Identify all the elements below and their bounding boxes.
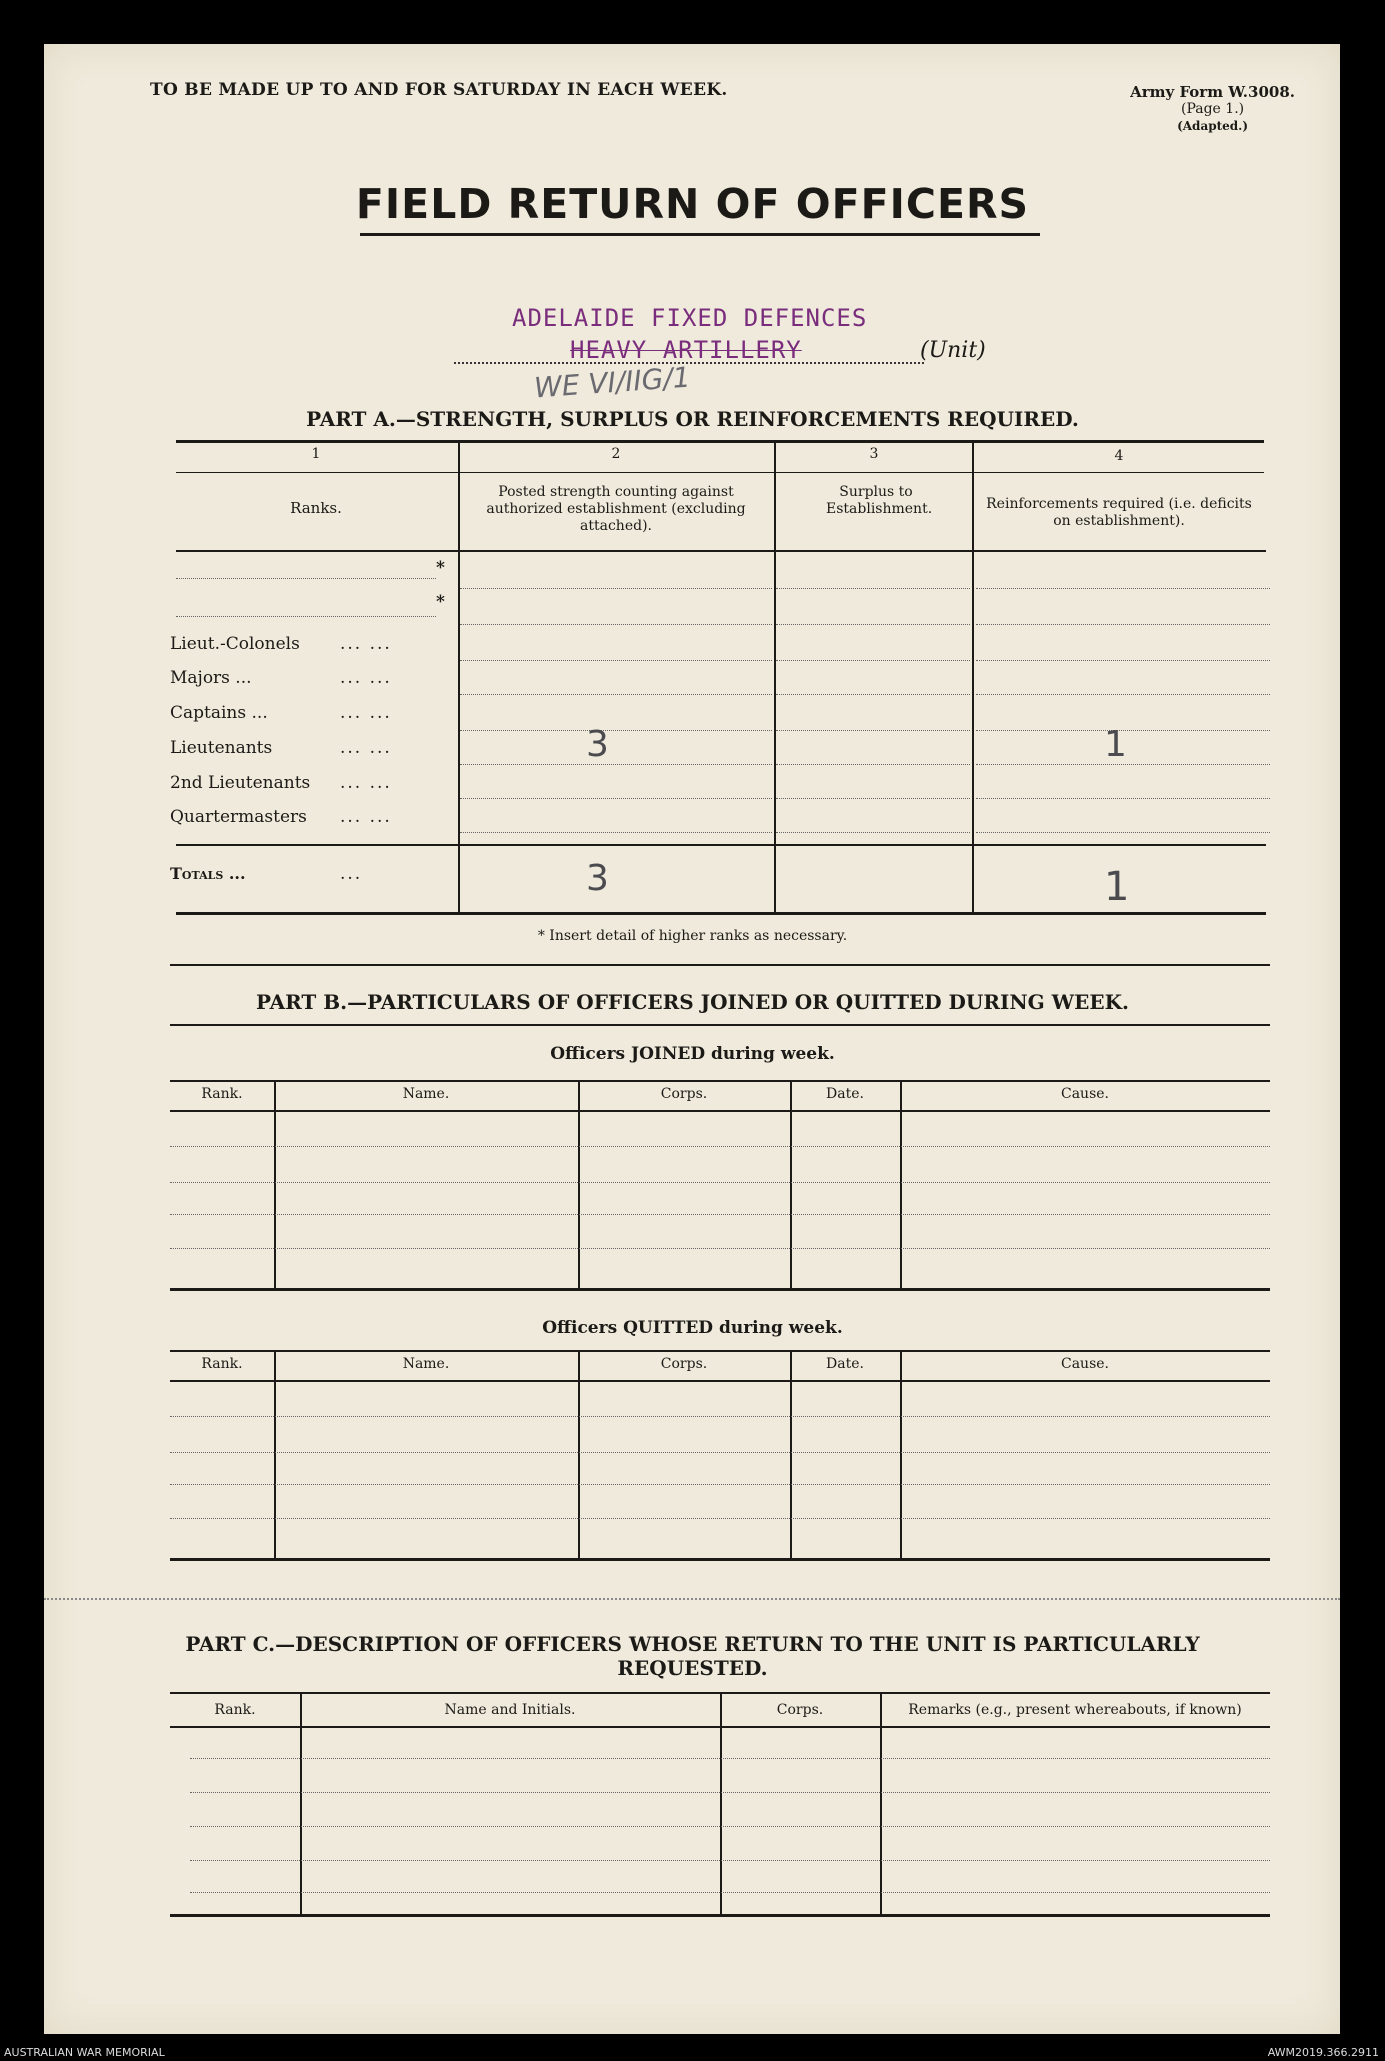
part-c-col-2: Corps. xyxy=(776,1702,824,1718)
part-a-entry-line xyxy=(976,624,1270,625)
footer-accession-number: AWM2019.366.2911 xyxy=(1267,2046,1379,2059)
part-a-entry-line xyxy=(776,832,970,833)
page-number: (Page 1.) xyxy=(1180,101,1245,117)
part-a-bottom-rule xyxy=(176,912,1266,915)
unit-stamp-line1: ADELAIDE FIXED DEFENCES xyxy=(512,304,868,332)
part-a-entry-line xyxy=(776,730,970,731)
page-title: FIELD RETURN OF OFFICERS xyxy=(355,180,1030,228)
joined-table-bottom-rule xyxy=(170,1288,1270,1291)
col-header-ranks: Ranks. xyxy=(290,499,342,517)
quitted-table-col-0: Rank. xyxy=(201,1356,243,1372)
col-number-rule xyxy=(176,472,1264,473)
quitted-table-entry-line xyxy=(170,1518,1270,1519)
rank-quartermasters: Quartermasters xyxy=(170,807,307,827)
part-a-entry-line xyxy=(776,764,970,765)
totals-top-rule xyxy=(176,844,1266,846)
quitted-table-divider-0 xyxy=(274,1350,276,1558)
col-number-4: 4 xyxy=(1114,448,1124,464)
part-a-entry-line xyxy=(460,764,772,765)
rank-2nd-lieutenants: 2nd Lieutenants xyxy=(170,773,311,793)
joined-table-entry-line xyxy=(170,1182,1270,1183)
quitted-table-col-2: Corps. xyxy=(660,1356,708,1372)
part-a-top-rule xyxy=(176,440,1264,443)
part-a-entry-line xyxy=(460,694,772,695)
col-number-1: 1 xyxy=(311,446,321,462)
part-a-entry-line xyxy=(776,798,970,799)
part-a-heading: PART A.—STRENGTH, SURPLUS OR REINFORCEMENTS REQUIRED. xyxy=(306,407,1079,431)
rank-majors: Majors ... xyxy=(170,668,252,688)
quitted-table-col-1: Name. xyxy=(402,1356,450,1372)
form-number: Army Form W.3008. xyxy=(1130,83,1295,101)
part-c-entry-line xyxy=(190,1792,1270,1793)
quitted-table-bottom-rule xyxy=(170,1558,1270,1561)
part-a-entry-line xyxy=(976,588,1270,589)
joined-table-entry-line xyxy=(170,1248,1270,1249)
part-a-entry-line xyxy=(976,832,1270,833)
part-a-entry-line xyxy=(976,660,1270,661)
part-c-col-0: Rank. xyxy=(214,1702,256,1718)
col-header-reinforcements: Reinforcements required (i.e. deficits on establishment). xyxy=(986,496,1252,529)
unit-label: (Unit) xyxy=(920,338,986,363)
rank-dots: ... ... xyxy=(340,703,392,723)
part-b-heading: PART B.—PARTICULARS OF OFFICERS JOINED OR QUITTED DURING WEEK. xyxy=(256,990,1129,1014)
part-c-entry-line xyxy=(190,1860,1270,1861)
part-a-footnote: * Insert detail of higher ranks as necessary. xyxy=(537,928,848,944)
joined-table-divider-2 xyxy=(790,1080,792,1288)
joined-table-entry-line xyxy=(170,1146,1270,1147)
rank-dots: ... ... xyxy=(340,773,392,793)
col-header-surplus: Surplus to Establishment. xyxy=(826,484,933,517)
totals-label: Totals ... xyxy=(170,864,246,883)
part-c-divider-0 xyxy=(300,1692,302,1914)
part-a-entry-line xyxy=(976,694,1270,695)
adapted-note: (Adapted.) xyxy=(1177,119,1249,133)
part-a-entry-line xyxy=(776,588,970,589)
part-c-entry-line xyxy=(190,1758,1270,1759)
totals-reinforcements-value: 1 xyxy=(1104,864,1130,910)
quitted-table-entry-line xyxy=(170,1452,1270,1453)
quitted-table-top-rule xyxy=(170,1350,1270,1352)
joined-table-col-2: Corps. xyxy=(660,1086,708,1102)
joined-table-entry-line xyxy=(170,1214,1270,1215)
part-c-bottom-rule xyxy=(170,1914,1270,1917)
part-a-entry-line xyxy=(460,588,772,589)
part-a-entry-line xyxy=(460,624,772,625)
joined-table-divider-0 xyxy=(274,1080,276,1288)
joined-table-col-0: Rank. xyxy=(201,1086,243,1102)
quitted-table-divider-3 xyxy=(900,1350,902,1558)
quitted-table-entry-line xyxy=(170,1484,1270,1485)
rank-dots: ... ... xyxy=(340,807,392,827)
lieutenants-posted-value: 3 xyxy=(586,724,609,765)
part-c-col-3: Remarks (e.g., present whereabouts, if known) xyxy=(908,1702,1242,1718)
title-underline xyxy=(360,233,1040,236)
army-form-number xyxy=(1130,84,1295,135)
part-a-entry-line xyxy=(776,624,970,625)
rank-dots: ... ... xyxy=(340,634,392,654)
part-c-entry-line xyxy=(190,1892,1270,1893)
col-number-2: 2 xyxy=(611,446,621,462)
part-c-divider-2 xyxy=(880,1692,882,1914)
weekly-instruction: TO BE MADE UP TO AND FOR SATURDAY IN EACH WEEK. xyxy=(150,80,728,100)
joined-table-divider-3 xyxy=(900,1080,902,1288)
part-a-entry-line xyxy=(460,730,772,731)
joined-title: Officers JOINED during week. xyxy=(550,1044,835,1064)
col-header-posted: Posted strength counting against authorized establishment (excluding attached). xyxy=(486,484,746,534)
joined-table-col-1: Name. xyxy=(402,1086,450,1102)
part-a-header-rule xyxy=(176,550,1266,552)
part-c-col-1: Name and Initials. xyxy=(444,1702,576,1718)
perforation-line xyxy=(44,1598,1340,1600)
rank-captains: Captains ... xyxy=(170,703,268,723)
star-mark-2: * xyxy=(436,592,445,612)
joined-table-header-rule xyxy=(170,1110,1270,1112)
quitted-table-header-rule xyxy=(170,1380,1270,1382)
part-a-entry-line xyxy=(460,660,772,661)
totals-dots: ... xyxy=(340,864,363,884)
quitted-table-entry-line xyxy=(170,1416,1270,1417)
quitted-table-divider-2 xyxy=(790,1350,792,1558)
unit-stamp-line2: HEAVY ARTILLERY xyxy=(570,336,802,364)
part-b-heading-rule xyxy=(170,1024,1270,1026)
rank-lieut-colonels: Lieut.-Colonels xyxy=(170,634,300,654)
part-a-entry-line xyxy=(776,660,970,661)
quitted-table-col-3: Date. xyxy=(826,1356,864,1372)
part-a-entry-line xyxy=(976,798,1270,799)
part-a-entry-line xyxy=(460,798,772,799)
star-row-1-dots xyxy=(176,578,436,579)
star-mark-1: * xyxy=(436,558,445,578)
rank-dots: ... ... xyxy=(340,738,392,758)
part-a-entry-line xyxy=(460,832,772,833)
quitted-table-col-4: Cause. xyxy=(1061,1356,1109,1372)
part-b-upper-rule xyxy=(170,964,1270,966)
quitted-table-divider-1 xyxy=(578,1350,580,1558)
joined-table-col-4: Cause. xyxy=(1061,1086,1109,1102)
part-c-divider-1 xyxy=(720,1692,722,1914)
part-a-divider-1 xyxy=(458,440,460,912)
part-a-divider-2 xyxy=(774,440,776,912)
col-number-3: 3 xyxy=(869,446,879,462)
part-c-entry-line xyxy=(190,1826,1270,1827)
totals-posted-value: 3 xyxy=(586,858,609,899)
rank-dots: ... ... xyxy=(340,668,392,688)
handwritten-reference: WE VI/IIG/1 xyxy=(533,360,692,405)
part-a-entry-line xyxy=(776,694,970,695)
joined-table-top-rule xyxy=(170,1080,1270,1082)
part-a-divider-3 xyxy=(972,440,974,912)
lieutenants-reinforcements-value: 1 xyxy=(1104,724,1127,765)
joined-table-divider-1 xyxy=(578,1080,580,1288)
part-c-heading-line1: PART C.—DESCRIPTION OF OFFICERS WHOSE RETURN TO THE UNIT IS PARTICULARLY xyxy=(185,1632,1200,1656)
footer-archive-name: AUSTRALIAN WAR MEMORIAL xyxy=(4,2046,165,2059)
part-c-heading-line2: REQUESTED. xyxy=(617,1656,768,1680)
quitted-title: Officers QUITTED during week. xyxy=(542,1318,843,1338)
star-row-2-dots xyxy=(176,616,436,617)
rank-lieutenants: Lieutenants xyxy=(170,738,273,758)
joined-table-col-3: Date. xyxy=(826,1086,864,1102)
